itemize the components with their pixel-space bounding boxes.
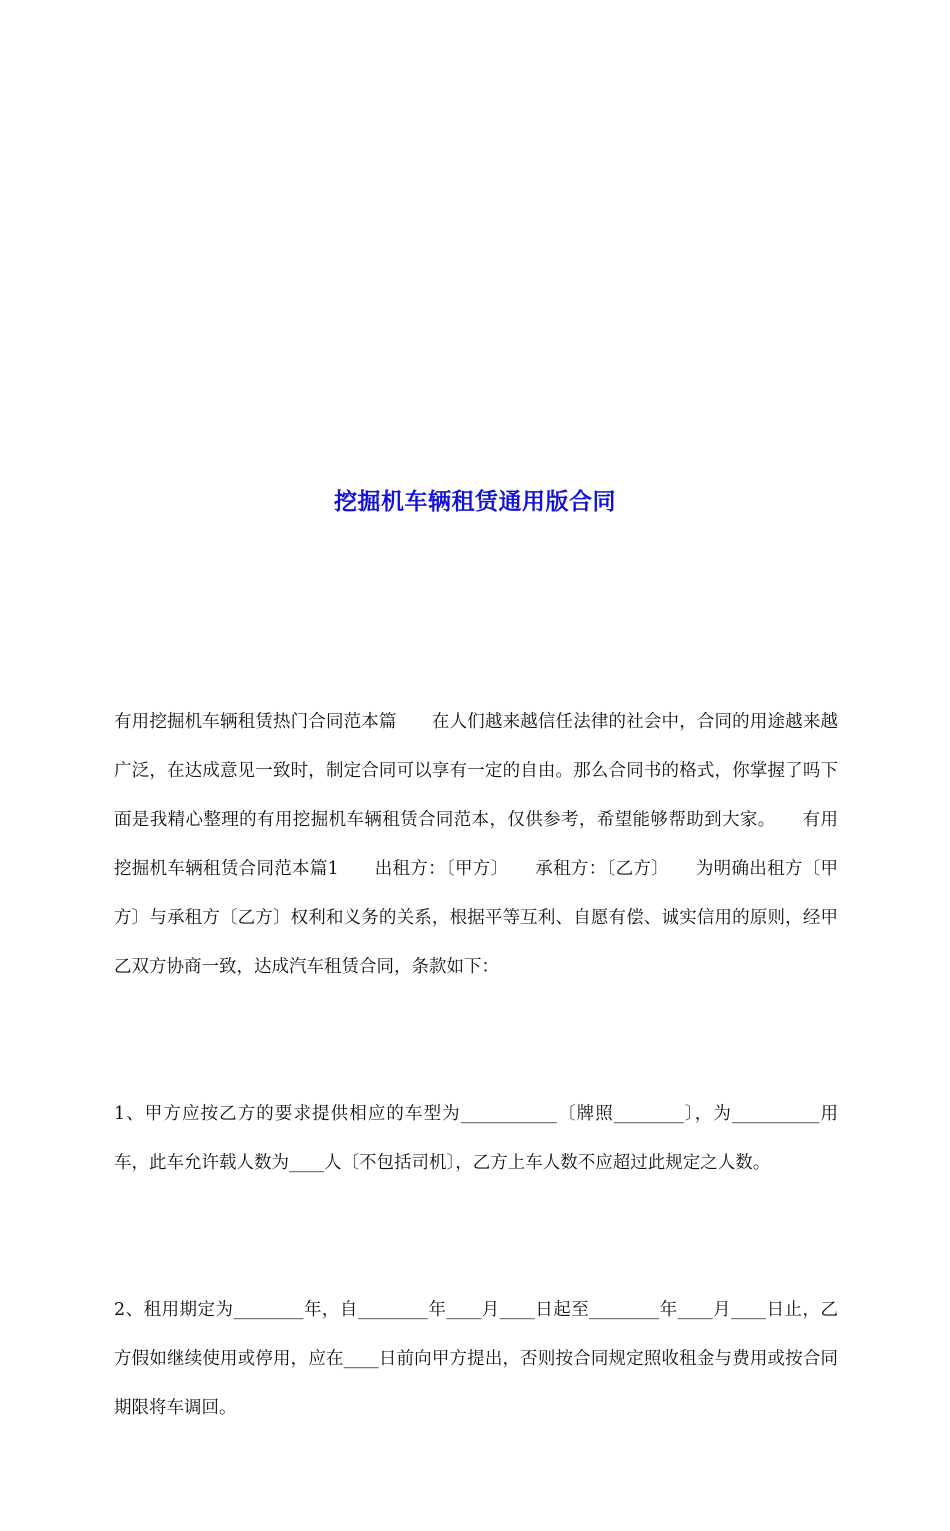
paragraph-intro: 有用挖掘机车辆租赁热门合同范本篇 在人们越来越信任法律的社会中，合同的用途越来越广泛，在达成意见一致时，制定合同可以享有一定的自由。那么合同书的格式，你掌握了吗下面是我精心整理的有用挖掘机车辆租赁合同范本，仅供参考，希望能够帮助到大家。 有用挖掘机车辆租赁合同范本篇1 出租方：〔甲方〕 承租方：〔乙方〕 为明确出租方〔甲方〕与承租方〔乙方〕权利和义务的关系，根据平等互利、自愿有偿、诚实信用的原则，经甲乙双方协商一致，达成汽车租赁合同，条款如下： (114, 712, 838, 977)
document-body (114, 600, 838, 1531)
document-title: 挖掘机车辆租赁通用版合同 (334, 489, 616, 515)
paragraph-clause-1: 1、甲方应按乙方的要求提供相应的车型为___________〔牌照________〕，为__________用车，此车允许载人数为____人〔不包括司机〕，乙方上车人数不应超过此规定之人数。 (114, 1104, 838, 1173)
paragraph-clause-2: 2、租用期定为________年，自________年____月____日起至________年____月____日止，乙方假如继续使用或停用，应在____日前向甲方提出，否则按合同规定照收租金与费用或按合同期限将车调回。 (114, 1300, 838, 1418)
